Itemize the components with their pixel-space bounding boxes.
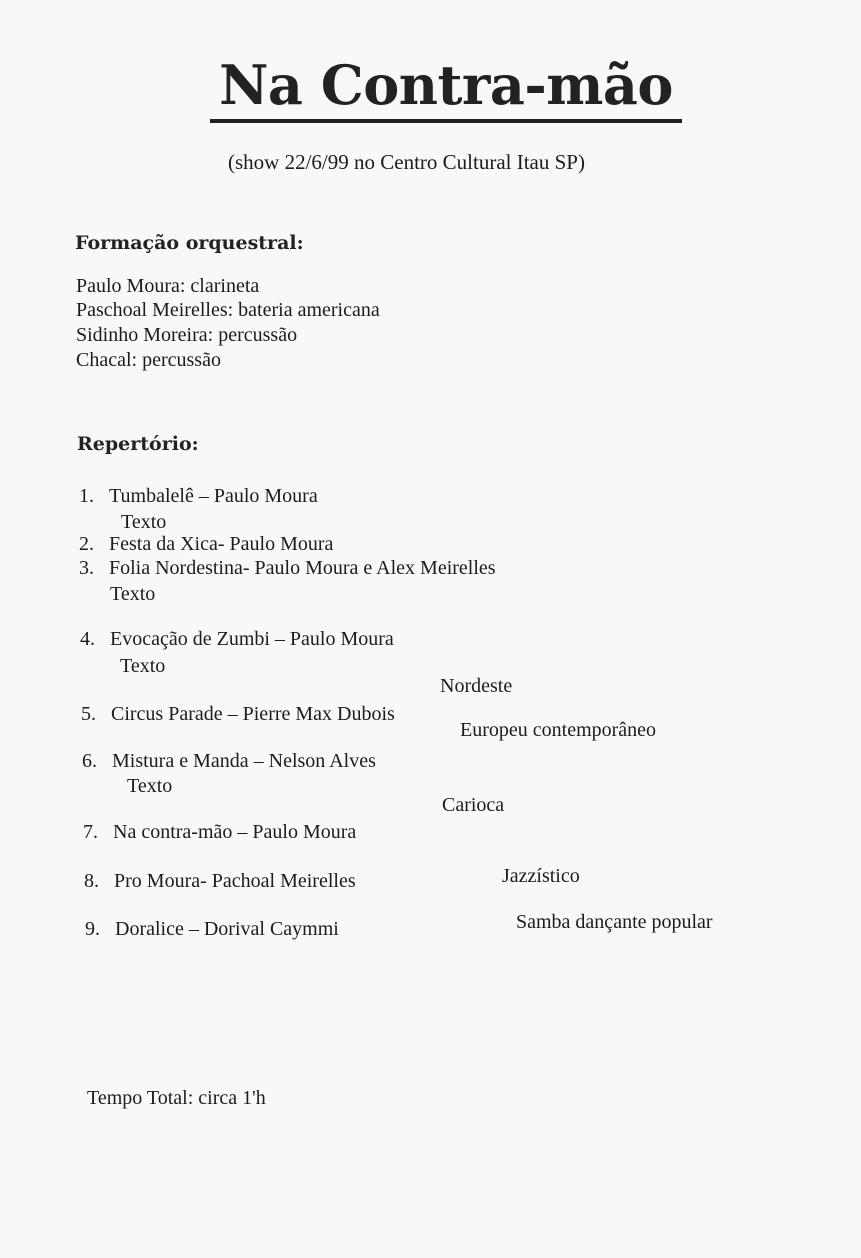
item-number: 1. <box>79 485 94 507</box>
style-note: Jazzístico <box>502 865 580 887</box>
item-number: 3. <box>79 557 94 579</box>
item-title: Evocação de Zumbi – Paulo Moura <box>110 628 394 650</box>
style-note: Carioca <box>442 794 505 816</box>
member-line: Paschoal Meirelles: bateria americana <box>76 299 380 321</box>
document-title: Na Contra-mão <box>219 53 673 117</box>
repertoire-item <box>85 917 339 941</box>
texto-note: Texto <box>120 655 166 677</box>
item-number: 9. <box>85 918 100 940</box>
repertoire-item <box>82 749 376 773</box>
item-number: 7. <box>83 821 98 843</box>
item-number: 4. <box>80 628 95 650</box>
document-subtitle: (show 22/6/99 no Centro Cultural Itau SP) <box>228 150 585 174</box>
item-title: Folia Nordestina- Paulo Moura e Alex Meirelles <box>109 557 496 579</box>
item-title: Mistura e Manda – Nelson Alves <box>112 750 376 772</box>
item-title: Doralice – Dorival Caymmi <box>115 918 339 940</box>
texto-note: Texto <box>121 511 167 533</box>
item-title: Na contra-mão – Paulo Moura <box>113 821 357 843</box>
texto-note: Texto <box>127 775 173 797</box>
style-note: Nordeste <box>440 675 513 697</box>
style-note: Europeu contemporâneo <box>460 719 657 741</box>
texto-note: Texto <box>110 583 156 605</box>
item-title: Circus Parade – Pierre Max Dubois <box>111 703 395 725</box>
tempo-total: Tempo Total: circa 1'h <box>87 1087 266 1109</box>
item-title: Tumbalelê – Paulo Moura <box>109 485 318 507</box>
item-number: 5. <box>81 703 96 725</box>
repertorio-heading: Repertório: <box>77 433 199 455</box>
repertoire-item <box>79 532 333 556</box>
member-line: Sidinho Moreira: percussão <box>76 324 298 346</box>
style-note: Samba dançante popular <box>516 911 713 933</box>
repertoire-item <box>81 702 395 726</box>
item-title: Festa da Xica- Paulo Moura <box>109 533 334 555</box>
item-number: 2. <box>79 533 94 555</box>
item-number: 6. <box>82 750 97 772</box>
formacao-heading: Formação orquestral: <box>75 232 304 254</box>
repertoire-item <box>80 627 394 651</box>
repertoire-item <box>79 484 318 508</box>
member-line: Chacal: percussão <box>76 349 221 371</box>
repertoire-item <box>83 820 356 844</box>
repertoire-item <box>79 556 496 580</box>
title-underline <box>210 119 682 123</box>
member-line: Paulo Moura: clarineta <box>76 275 260 297</box>
item-title: Pro Moura- Pachoal Meirelles <box>114 870 356 892</box>
repertoire-item <box>84 869 356 893</box>
item-number: 8. <box>84 870 99 892</box>
